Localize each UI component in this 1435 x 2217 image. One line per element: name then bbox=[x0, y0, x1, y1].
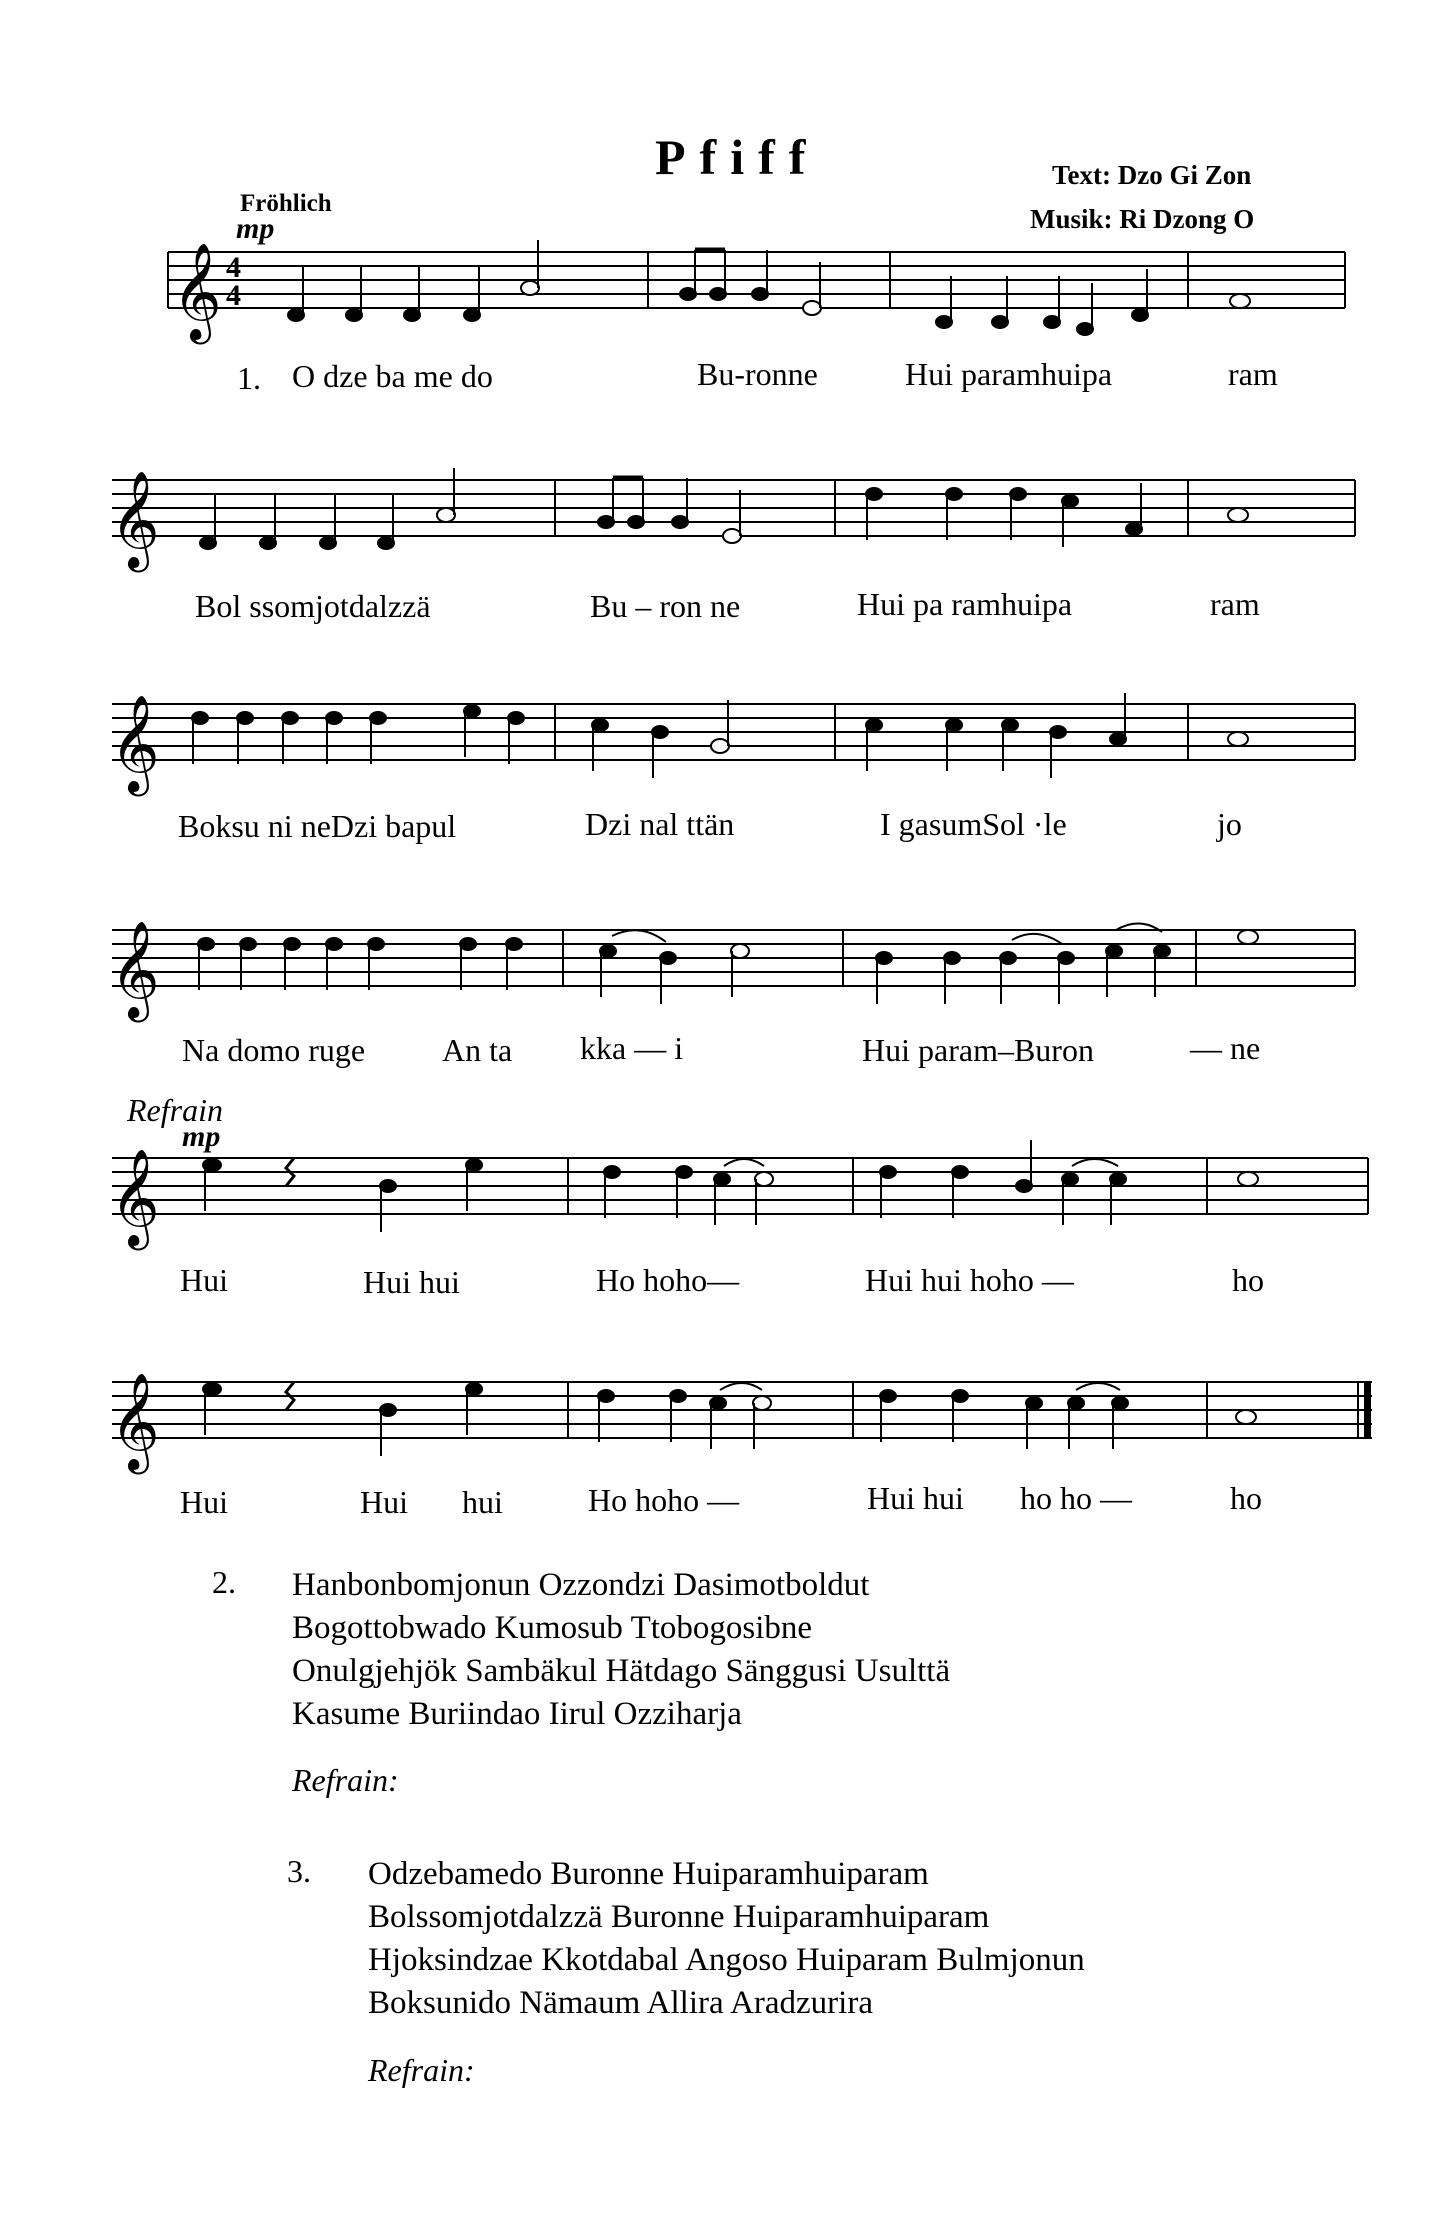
svg-text:𝄞: 𝄞 bbox=[110, 470, 160, 568]
lyric-6-e: Hui hui bbox=[867, 1480, 964, 1516]
lyric-4-d: Hui param–Buron bbox=[862, 1032, 1094, 1068]
lyric-5-b: Hui hui bbox=[363, 1264, 460, 1300]
lyric-4-e: — ne bbox=[1190, 1030, 1261, 1066]
verse-3-line-2: Bolssomjotdalzzä Buronne Huiparamhuiparam bbox=[368, 1899, 990, 1935]
verse-3-number: 3. bbox=[287, 1853, 311, 1889]
verse-2-line-2: Bogottobwado Kumosub Ttobogosibne bbox=[292, 1610, 813, 1646]
lyric-1-c: Hui paramhuipa bbox=[905, 356, 1113, 392]
lyric-5-d: Hui hui hoho — bbox=[865, 1262, 1074, 1298]
verse-3-lines bbox=[368, 1853, 1085, 2025]
svg-text:𝄞: 𝄞 bbox=[110, 694, 160, 792]
verse-3-line-3: Hjoksindzae Kkotdabal Angoso Huiparam Bulmjonun bbox=[368, 1942, 1085, 1978]
lyric-1-d: ram bbox=[1228, 356, 1278, 392]
lyric-2-d: ram bbox=[1210, 586, 1260, 622]
text-credit: Text: Dzo Gi Zon bbox=[1052, 160, 1252, 190]
lyric-4-b: An ta bbox=[442, 1032, 513, 1068]
verse-2-line-3: Onulgjehjök Sambäkul Hätdago Sänggusi Usulttä bbox=[292, 1653, 951, 1689]
lyric-6-c: hui bbox=[462, 1484, 503, 1520]
lyric-1-num: 1. bbox=[237, 360, 261, 396]
svg-text:𝄞: 𝄞 bbox=[110, 1372, 160, 1470]
dynamic-marking: mp bbox=[236, 212, 275, 245]
lyric-3-c: I gasumSol ·le bbox=[880, 806, 1067, 842]
lyric-1-b: Bu-ronne bbox=[697, 356, 818, 392]
lyric-2-c: Hui pa ramhuipa bbox=[857, 586, 1073, 622]
verse-3-refrain: Refrain: bbox=[368, 2052, 475, 2088]
verse-2-line-4: Kasume Buriindao Iirul Ozziharja bbox=[292, 1696, 742, 1732]
lyric-6-f: ho ho — bbox=[1020, 1480, 1132, 1516]
verse-3-line-1: Odzebamedo Buronne Huiparamhuiparam bbox=[368, 1856, 929, 1892]
lyric-5-a: Hui bbox=[180, 1262, 228, 1298]
lyric-5-c: Ho hoho— bbox=[596, 1262, 740, 1298]
tempo-marking: Fröhlich bbox=[240, 190, 332, 217]
svg-text:4: 4 bbox=[226, 251, 241, 284]
svg-text:𝄞: 𝄞 bbox=[172, 242, 222, 340]
lyric-5-e: ho bbox=[1232, 1262, 1264, 1298]
verse-2-refrain: Refrain: bbox=[292, 1762, 399, 1798]
refrain-dynamic: mp bbox=[182, 1120, 221, 1153]
svg-text:4: 4 bbox=[226, 279, 241, 312]
verse-2-number: 2. bbox=[212, 1564, 236, 1600]
verse-2-line-1: Hanbonbomjonun Ozzondzi Dasimotboldut bbox=[292, 1567, 870, 1603]
lyric-6-a: Hui bbox=[180, 1484, 228, 1520]
lyric-4-c: kka — i bbox=[580, 1030, 684, 1066]
lyric-2-a: Bol ssomjotdalzzä bbox=[195, 588, 431, 624]
verse-2-lines bbox=[292, 1564, 950, 1736]
refrain-label: Refrain bbox=[127, 1092, 223, 1128]
lyric-3-a: Boksu ni neDzi bapul bbox=[178, 808, 457, 844]
music-credit: Musik: Ri Dzong O bbox=[1030, 204, 1255, 234]
lyric-6-g: ho bbox=[1230, 1480, 1262, 1516]
lyric-2-b: Bu – ron ne bbox=[590, 588, 741, 624]
song-title: Pfiff bbox=[655, 129, 820, 185]
verse-3-line-4: Boksunido Nämaum Allira Aradzurira bbox=[368, 1985, 873, 2021]
lyric-6-b: Hui bbox=[360, 1484, 408, 1520]
svg-text:𝄞: 𝄞 bbox=[110, 1148, 160, 1246]
lyric-1-a: O dze ba me do bbox=[292, 358, 493, 394]
lyric-3-d: jo bbox=[1217, 806, 1242, 842]
svg-text:𝄞: 𝄞 bbox=[110, 920, 160, 1018]
lyric-6-d: Ho hoho — bbox=[588, 1482, 740, 1518]
lyric-3-b: Dzi nal ttän bbox=[585, 806, 735, 842]
lyric-4-a: Na domo ruge bbox=[182, 1032, 366, 1068]
